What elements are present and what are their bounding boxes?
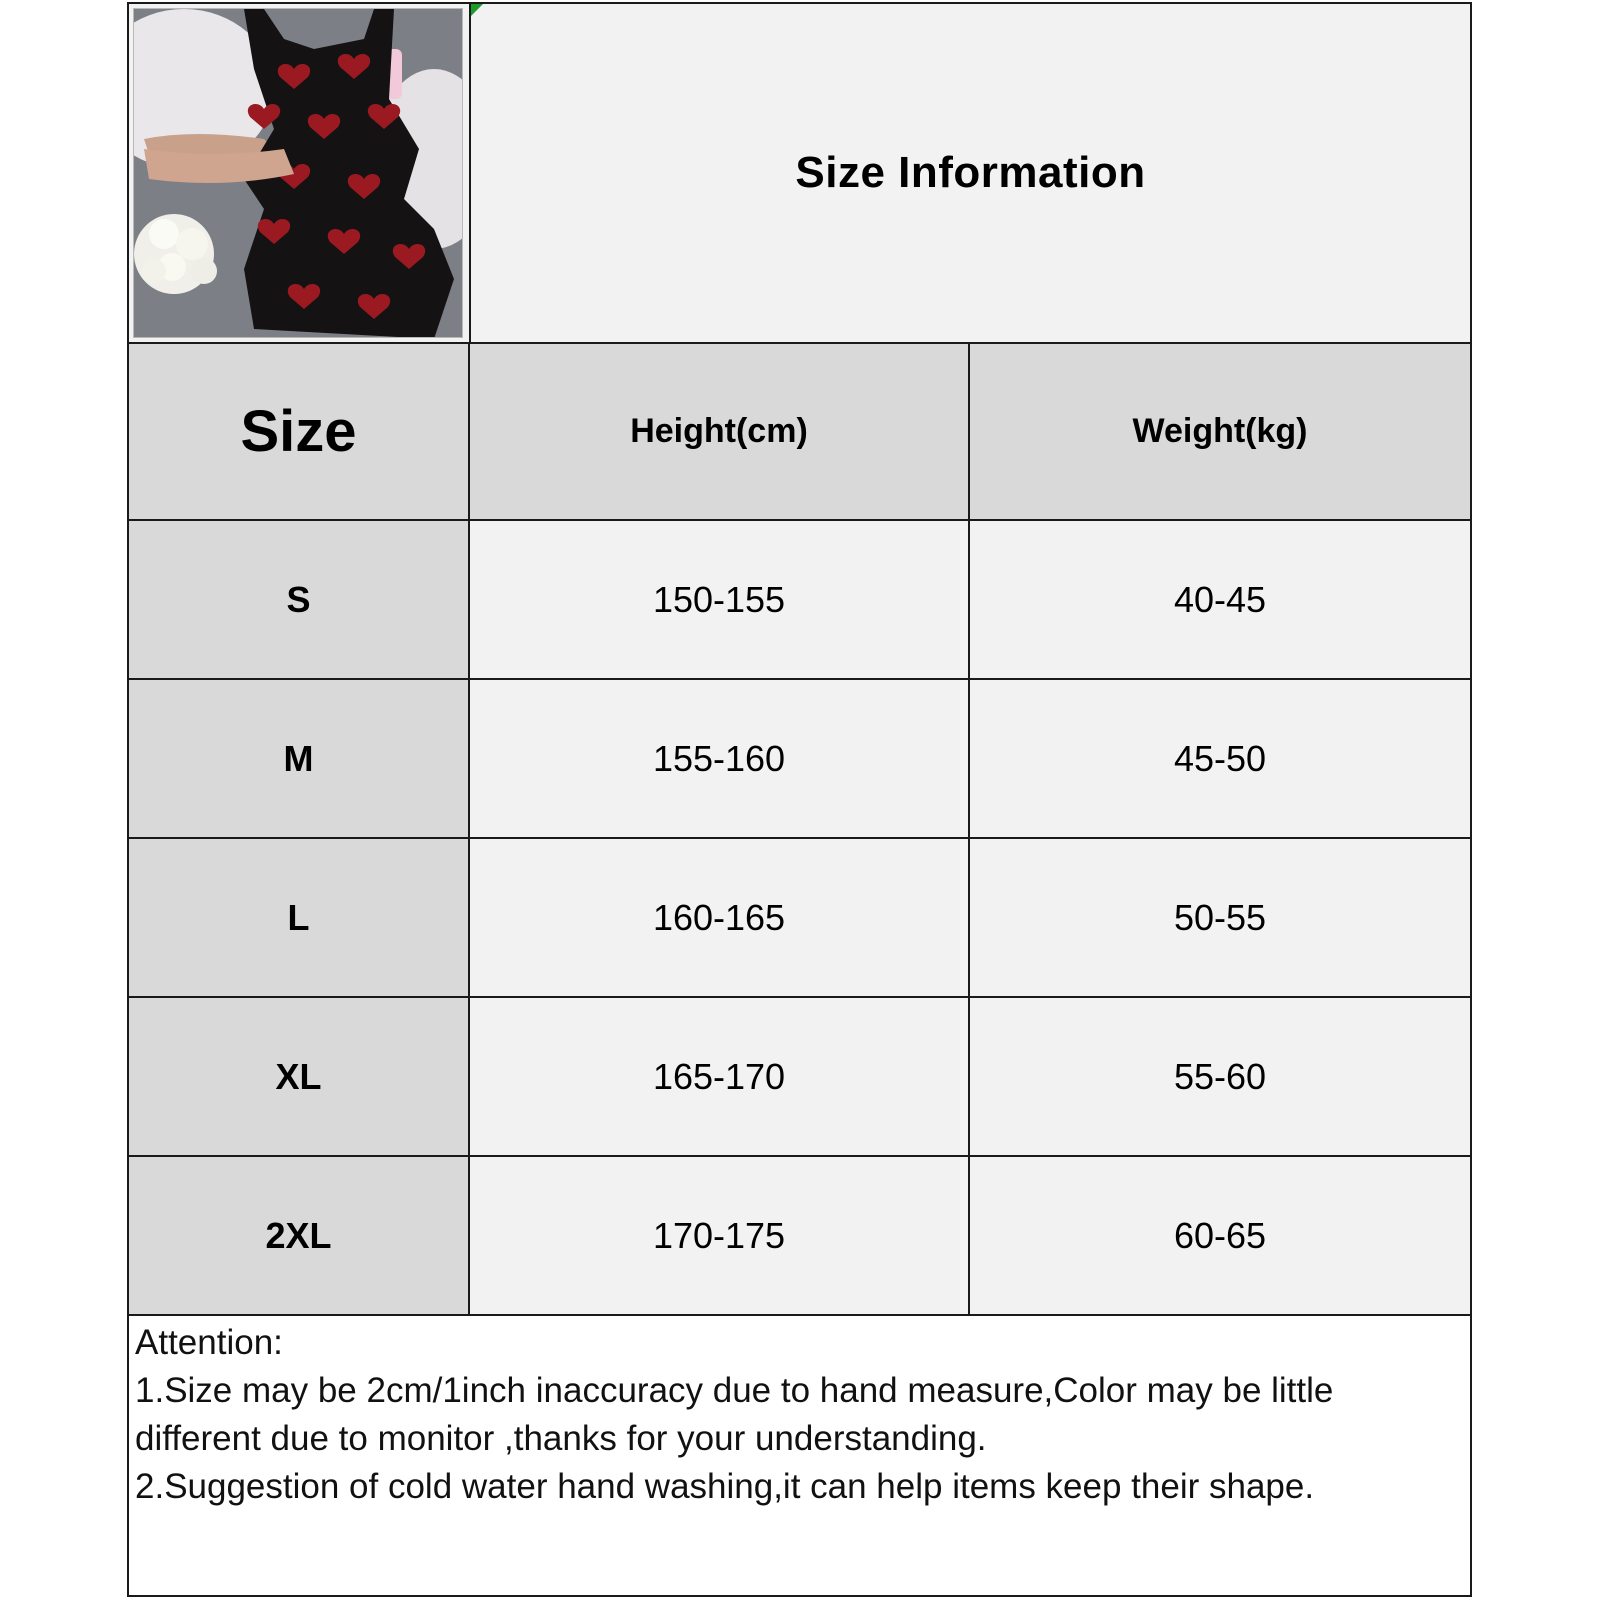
- weight-cell: 55-60: [969, 997, 1470, 1156]
- size-cell: L: [129, 838, 469, 997]
- height-cell: 150-155: [469, 520, 969, 679]
- weight-cell: 60-65: [969, 1156, 1470, 1315]
- height-cell: 155-160: [469, 679, 969, 838]
- table-row: [129, 679, 1470, 838]
- page-title: Size Information: [795, 148, 1146, 197]
- weight-cell: 50-55: [969, 838, 1470, 997]
- weight-cell: 45-50: [969, 679, 1470, 838]
- table-row: [129, 520, 1470, 679]
- size-table: [129, 344, 1470, 1316]
- size-chart-sheet: [127, 2, 1472, 1597]
- table-row: [129, 1156, 1470, 1315]
- pajama-set-product-photo-icon: [133, 8, 463, 338]
- size-cell: M: [129, 679, 469, 838]
- table-header-row: [129, 344, 1470, 520]
- height-cell: 170-175: [469, 1156, 969, 1315]
- attention-notes: [135, 1319, 1460, 1511]
- header-row: [129, 4, 1470, 344]
- height-cell: 160-165: [469, 838, 969, 997]
- weight-cell: 40-45: [969, 520, 1470, 679]
- table-row: [129, 838, 1470, 997]
- size-cell: S: [129, 520, 469, 679]
- size-cell: 2XL: [129, 1156, 469, 1315]
- column-header-weight: Weight(kg): [969, 344, 1470, 520]
- note-line: 1.Size may be 2cm/1inch inaccuracy due to hand measure,Color may be little different due to monitor ,thanks for your understanding.: [135, 1371, 1334, 1458]
- table-row: [129, 997, 1470, 1156]
- notes-heading: Attention:: [135, 1323, 283, 1362]
- size-cell: XL: [129, 997, 469, 1156]
- column-header-height: Height(cm): [469, 344, 969, 520]
- note-line: 2.Suggestion of cold water hand washing,it can help items keep their shape.: [135, 1467, 1315, 1506]
- column-header-size: Size: [129, 344, 469, 520]
- height-cell: 165-170: [469, 997, 969, 1156]
- header-title-cell: [469, 4, 1470, 342]
